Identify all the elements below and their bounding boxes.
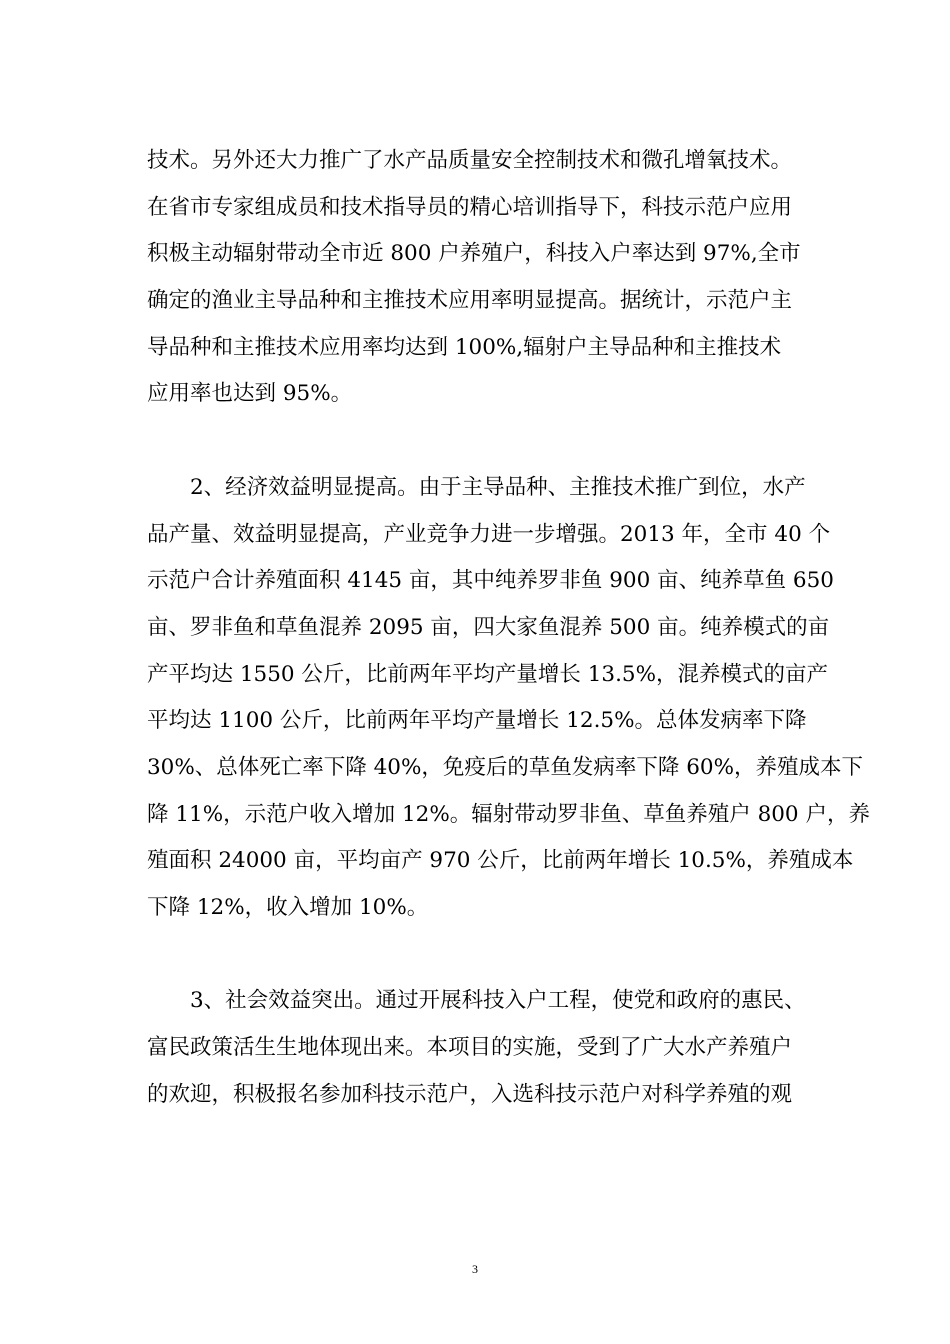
text-line: 3、社会效益突出。通过开展科技入户工程，使党和政府的惠民、: [147, 988, 806, 1014]
text-line: 积极主动辐射带动全市近 800 户养殖户，科技入户率达到 97%,全市: [147, 241, 801, 267]
text-line: 殖面积 24000 亩，平均亩产 970 公斤，比前两年增长 10.5%，养殖成本: [147, 848, 854, 874]
text-line: 技术。另外还大力推广了水产品质量安全控制技术和微孔增氧技术。: [147, 148, 793, 173]
text-line: 富民政策活生生地体现出来。本项目的实施，受到了广大水产养殖户: [147, 1035, 793, 1061]
text-line: 产平均达 1550 公斤，比前两年平均产量增长 13.5%，混养模式的亩产: [147, 661, 829, 687]
text-line: 下降 12%，收入增加 10%。: [147, 895, 429, 920]
text-line: 示范户合计养殖面积 4145 亩，其中纯养罗非鱼 900 亩、纯养草鱼 650: [147, 568, 834, 594]
text-line: 应用率也达到 95%。: [147, 381, 353, 407]
text-line: 导品种和主推技术应用率均达到 100%,辐射户主导品种和主推技术: [147, 334, 782, 360]
text-line: 平均达 1100 公斤，比前两年平均产量增长 12.5%。总体发病率下降: [147, 708, 807, 734]
blank-line: [147, 932, 827, 979]
page-number: 3: [472, 1262, 478, 1276]
text-line: 品产量、效益明显提高，产业竞争力进一步增强。2013 年，全市 40 个: [147, 521, 831, 547]
text-line: 在省市专家组成员和技术指导员的精心培训指导下，科技示范户应用: [147, 194, 793, 220]
text-line: 确定的渔业主导品种和主推技术应用率明显提高。据统计，示范户主: [147, 288, 793, 314]
text-line: 降 11%，示范户收入增加 12%。辐射带动罗非鱼、草鱼养殖户 800 户，养: [147, 801, 870, 827]
text-line: 亩、罗非鱼和草鱼混养 2095 亩，四大家鱼混养 500 亩。纯养模式的亩: [147, 614, 830, 640]
body-text: [147, 138, 870, 1118]
blank-line: [147, 418, 827, 465]
text-line: 30%、总体死亡率下降 40%，免疫后的草鱼发病率下降 60%，养殖成本下: [147, 754, 864, 780]
text-line: 的欢迎，积极报名参加科技示范户，入选科技示范户对科学养殖的观: [147, 1081, 793, 1107]
text-line: 2、经济效益明显提高。由于主导品种、主推技术推广到位，水产: [147, 474, 806, 500]
